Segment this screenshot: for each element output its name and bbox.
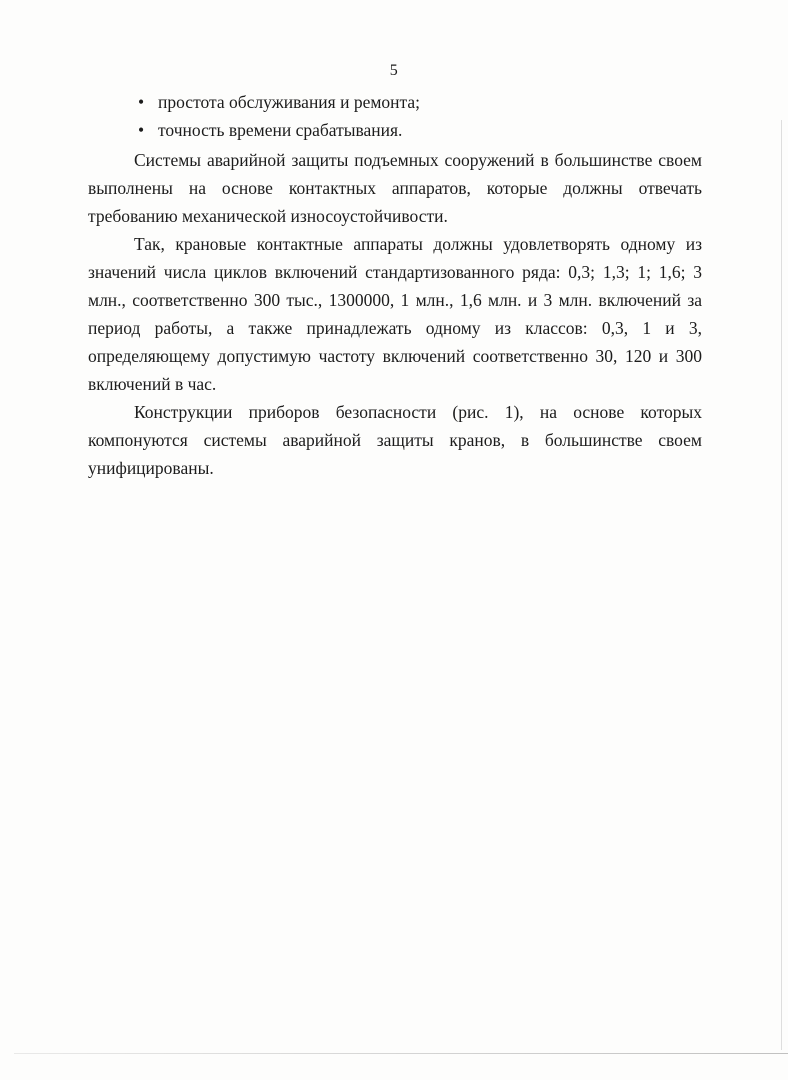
bullet-item-text: точность времени срабатывания. [158,120,403,140]
list-item [88,116,702,144]
page-content [88,88,702,482]
bullet-icon: • [138,120,145,140]
paragraph: Конструкции приборов безопасности (рис. 1), на основе которых компонуются системы аварийной защиты кранов, в большинстве своем унифицированы. [88,402,702,478]
bullet-item-text: простота обслуживания и ремонта; [158,92,421,112]
scan-edge-right [781,120,782,1050]
page-number: 5 [389,62,399,79]
bullet-list [88,88,702,144]
scan-edge-bottom [14,1053,788,1054]
list-item [88,88,702,116]
bullet-icon: • [138,92,145,112]
paragraph: Так, крановые контактные аппараты должны удовлетворять одному из значений числа циклов включений стандартизованного ряда: 0,3; 1,3; 1; 1,6; 3 млн., соответственно 300 тыс., 1300000, 1 млн., 1,6 млн. и 3 млн. включений за период работы, а также принадлежать одному из классов: 0,3, 1 и 3, определяющему допустимую частоту включений соответственно 30, 120 и 300 включений в час. [88,234,702,394]
paragraph: Системы аварийной защиты подъемных сооружений в большинстве своем выполнены на основе контактных аппаратов, которые должны отвечать требованию механической износоустойчивости. [88,150,702,226]
